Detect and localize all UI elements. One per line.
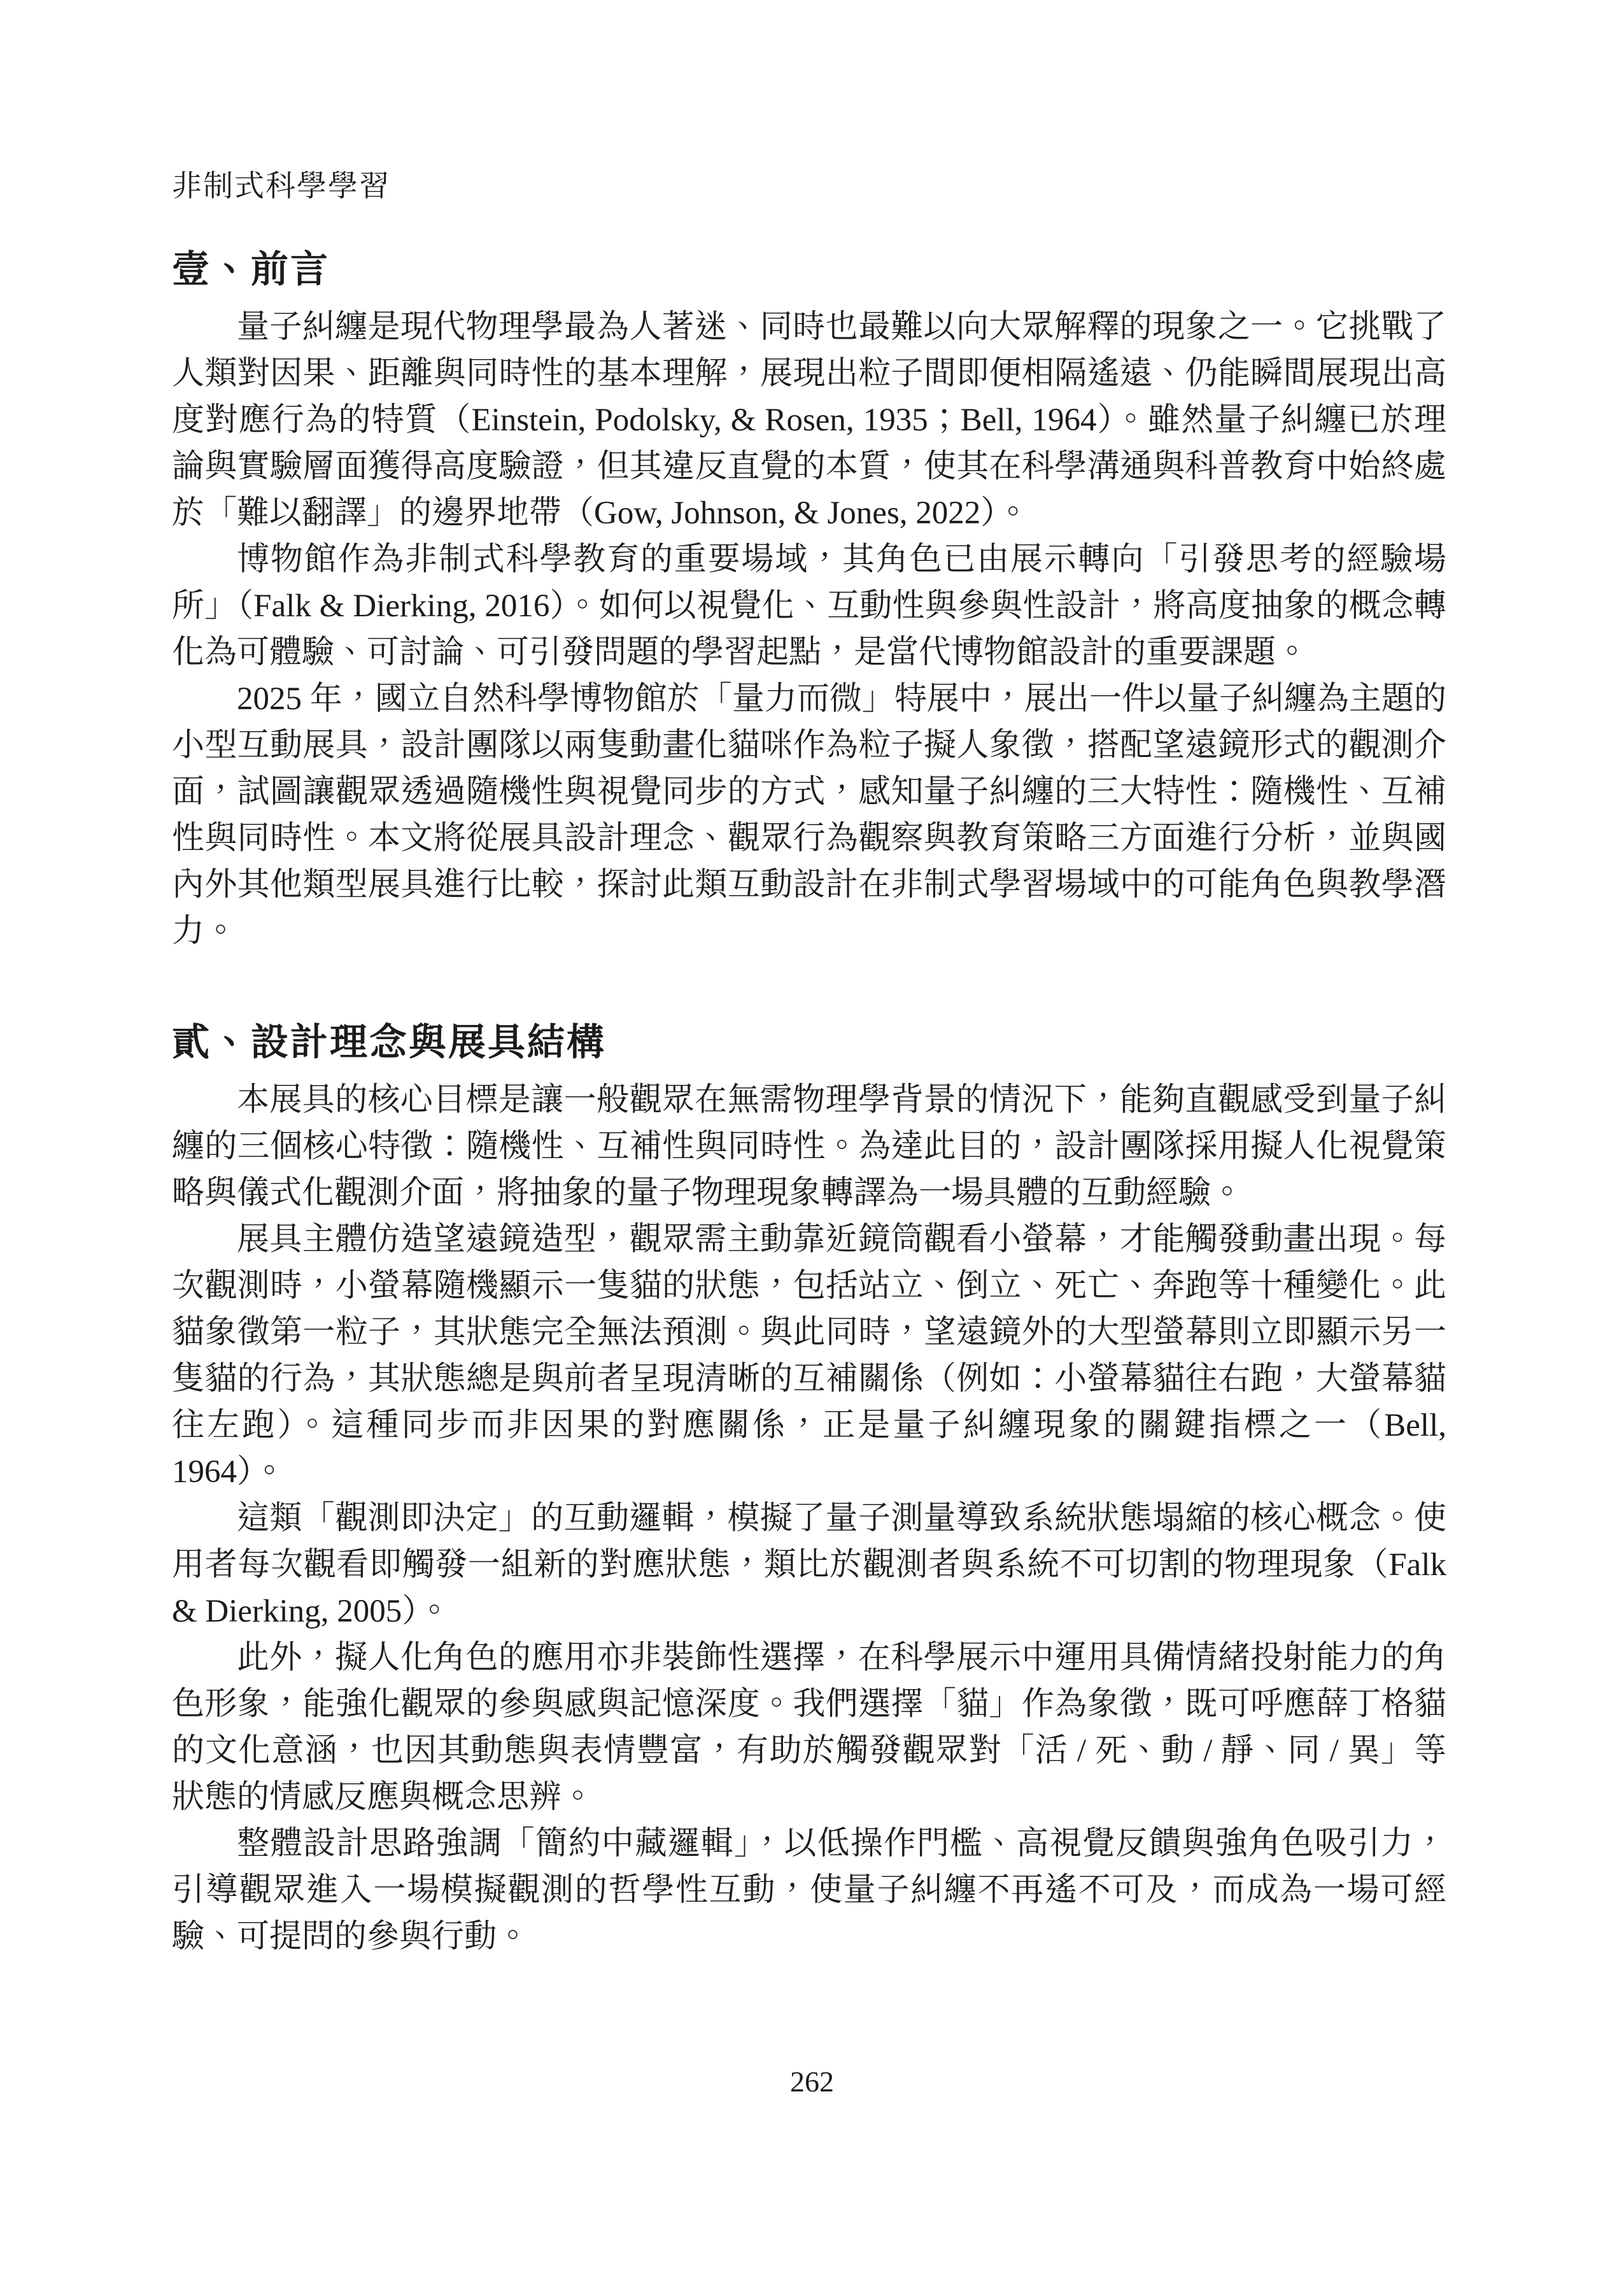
paragraph: 量子糾纏是現代物理學最為人著迷、同時也最難以向大眾解釋的現象之一。它挑戰了人類對因果、距離與同時性的基本理解，展現出粒子間即便相隔遙遠、仍能瞬間展現出高度對應行為的特質（Einstein, Podolsky, & Rosen, 1935；Bell, 1964）。雖然量子糾纏已於理論與實驗層面獲得高度驗證，但其違反直覺的本質，使其在科學溝通與科普教育中始終處於「難以翻譯」的邊界地帶（Gow, Johnson, & Jones, 2022）。 <box>172 309 1446 531</box>
section-heading-introduction: 壹、前言 <box>172 248 330 290</box>
section-heading-design: 貳、設計理念與展具結構 <box>172 1021 607 1063</box>
paragraph: 此外，擬人化角色的應用亦非裝飾性選擇，在科學展示中運用具備情緒投射能力的角色形象，能強化觀眾的參與感與記憶深度。我們選擇「貓」作為象徵，既可呼應薛丁格貓的文化意涵，也因其動態與表情豐富，有助於觸發觀眾對「活 / 死、動 / 靜、同 / 異」等狀態的情感反應與概念思辨。 <box>172 1640 1446 1815</box>
page-content <box>172 171 1446 1960</box>
paragraph: 本展具的核心目標是讓一般觀眾在無需物理學背景的情況下，能夠直觀感受到量子糾纏的三個核心特徵：隨機性、互補性與同時性。為達此目的，設計團隊採用擬人化視覺策略與儀式化觀測介面，將抽象的量子物理現象轉譯為一場具體的互動經驗。 <box>172 1082 1446 1211</box>
page-number: 262 <box>790 2065 834 2098</box>
paragraph: 整體設計思路強調「簡約中藏邏輯」，以低操作門檻、高視覺反饋與強角色吸引力，引導觀眾進入一場模擬觀測的哲學性互動，使量子糾纏不再遙不可及，而成為一場可經驗、可提問的參與行動。 <box>172 1826 1446 1955</box>
paragraph: 這類「觀測即決定」的互動邏輯，模擬了量子測量導致系統狀態塌縮的核心概念。使用者每次觀看即觸發一組新的對應狀態，類比於觀測者與系統不可切割的物理現象（Falk & Dierking, 2005）。 <box>172 1501 1446 1629</box>
paragraph: 2025 年，國立自然科學博物館於「量力而微」特展中，展出一件以量子糾纏為主題的小型互動展具，設計團隊以兩隻動畫化貓咪作為粒子擬人象徵，搭配望遠鏡形式的觀測介面，試圖讓觀眾透過隨機性與視覺同步的方式，感知量子糾纏的三大特性：隨機性、互補性與同時性。本文將從展具設計理念、觀眾行為觀察與教育策略三方面進行分析，並與國內外其他類型展具進行比較，探討此類互動設計在非制式學習場域中的可能角色與教學潛力。 <box>172 681 1446 949</box>
running-header: 非制式科學學習 <box>172 170 390 203</box>
paragraph: 博物館作為非制式科學教育的重要場域，其角色已由展示轉向「引發思考的經驗場所」（Falk & Dierking, 2016）。如何以視覺化、互動性與參與性設計，將高度抽象的概念轉化為可體驗、可討論、可引發問題的學習起點，是當代博物館設計的重要課題。 <box>172 542 1446 670</box>
paragraph: 展具主體仿造望遠鏡造型，觀眾需主動靠近鏡筒觀看小螢幕，才能觸發動畫出現。每次觀測時，小螢幕隨機顯示一隻貓的狀態，包括站立、倒立、死亡、奔跑等十種變化。此貓象徵第一粒子，其狀態完全無法預測。與此同時，望遠鏡外的大型螢幕則立即顯示另一隻貓的行為，其狀態總是與前者呈現清晰的互補關係（例如：小螢幕貓往右跑，大螢幕貓往左跑）。這種同步而非因果的對應關係，正是量子糾纏現象的關鍵指標之一（Bell, 1964）。 <box>172 1222 1446 1490</box>
